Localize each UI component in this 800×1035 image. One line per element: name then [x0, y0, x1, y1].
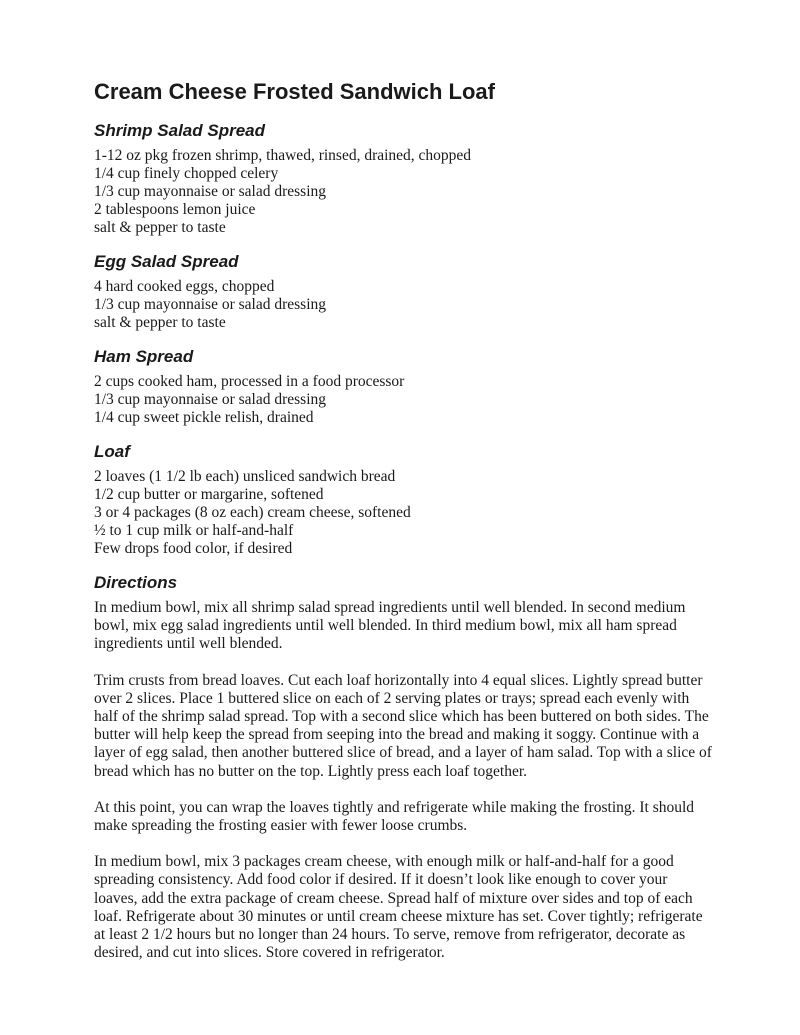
- ingredient-line: 2 loaves (1 1/2 lb each) unsliced sandwich bread: [94, 468, 396, 485]
- ingredient-line: 2 cups cooked ham, processed in a food processor: [94, 373, 405, 390]
- directions-paragraph: In medium bowl, mix all shrimp salad spread ingredients until well blended. In second medium bowl, mix egg salad ingredients until well blended. In third medium bowl, mix all ham spread ingredients until well blended.: [94, 599, 686, 653]
- ingredient-line: 1/3 cup mayonnaise or salad dressing: [94, 183, 327, 200]
- ingredient-line: 3 or 4 packages (8 oz each) cream cheese, softened: [94, 504, 411, 521]
- section-shrimp-salad-spread: [94, 121, 714, 237]
- ingredient-line: 1-12 oz pkg frozen shrimp, thawed, rinsed, drained, chopped: [94, 147, 472, 164]
- ingredient-line: 1/4 cup sweet pickle relish, drained: [94, 409, 314, 426]
- ingredient-line: 2 tablespoons lemon juice: [94, 201, 256, 218]
- ingredient-line: 1/2 cup butter or margarine, softened: [94, 486, 324, 503]
- ingredient-line: 1/3 cup mayonnaise or salad dressing: [94, 391, 327, 408]
- section-directions: [94, 573, 714, 962]
- directions-paragraph: Trim crusts from bread loaves. Cut each loaf horizontally into 4 equal slices. Lightly spread butter over 2 slices. Place 1 buttered slice on each of 2 serving plates or trays; spread each evenly with half of the shrimp salad spread. Top with a second slice which has been buttered on both sides. The butter will help keep the spread from seeping into the bread and making it soggy. Continue with a layer of egg salad, then another buttered slice of bread, and a layer of ham salad. Top with a slice of bread which has no butter on the top. Lightly press each loaf together.: [94, 671, 712, 780]
- directions-paragraph: In medium bowl, mix 3 packages cream cheese, with enough milk or half-and-half for a good spreading consistency. Add food color if desired. If it doesn’t look like enough to cover your loaves, add the extra package of cream cheese. Spread half of mixture over sides and top of each loaf. Refrigerate about 30 minutes or until cream cheese mixture has set. Cover tightly; refrigerate at least 2 1/2 hours but no longer than 24 hours. To serve, remove from refrigerator, decorate as desired, and cut into slices. Store covered in refrigerator.: [94, 853, 703, 962]
- ingredient-line: 1/3 cup mayonnaise or salad dressing: [94, 296, 327, 313]
- ham-spread-heading: Ham Spread: [94, 347, 194, 366]
- directions-paragraph: At this point, you can wrap the loaves tightly and refrigerate while making the frosting. It should make spreading the frosting easier with fewer loose crumbs.: [94, 798, 695, 835]
- section-loaf: [94, 442, 714, 558]
- ingredient-line: salt & pepper to taste: [94, 314, 226, 331]
- section-egg-salad-spread: [94, 252, 714, 332]
- section-ham-spread: [94, 347, 714, 427]
- ingredient-line: salt & pepper to taste: [94, 219, 226, 236]
- ingredient-line: 1/4 cup finely chopped celery: [94, 165, 279, 182]
- egg-salad-spread-heading: Egg Salad Spread: [94, 252, 239, 271]
- loaf-heading: Loaf: [94, 442, 130, 461]
- ingredient-line: Few drops food color, if desired: [94, 540, 293, 557]
- ingredient-line: 4 hard cooked eggs, chopped: [94, 278, 275, 295]
- recipe-title: Cream Cheese Frosted Sandwich Loaf: [94, 79, 495, 104]
- ingredient-line: ½ to 1 cup milk or half-and-half: [94, 522, 294, 539]
- directions-heading: Directions: [94, 573, 178, 592]
- shrimp-salad-spread-heading: Shrimp Salad Spread: [94, 121, 265, 140]
